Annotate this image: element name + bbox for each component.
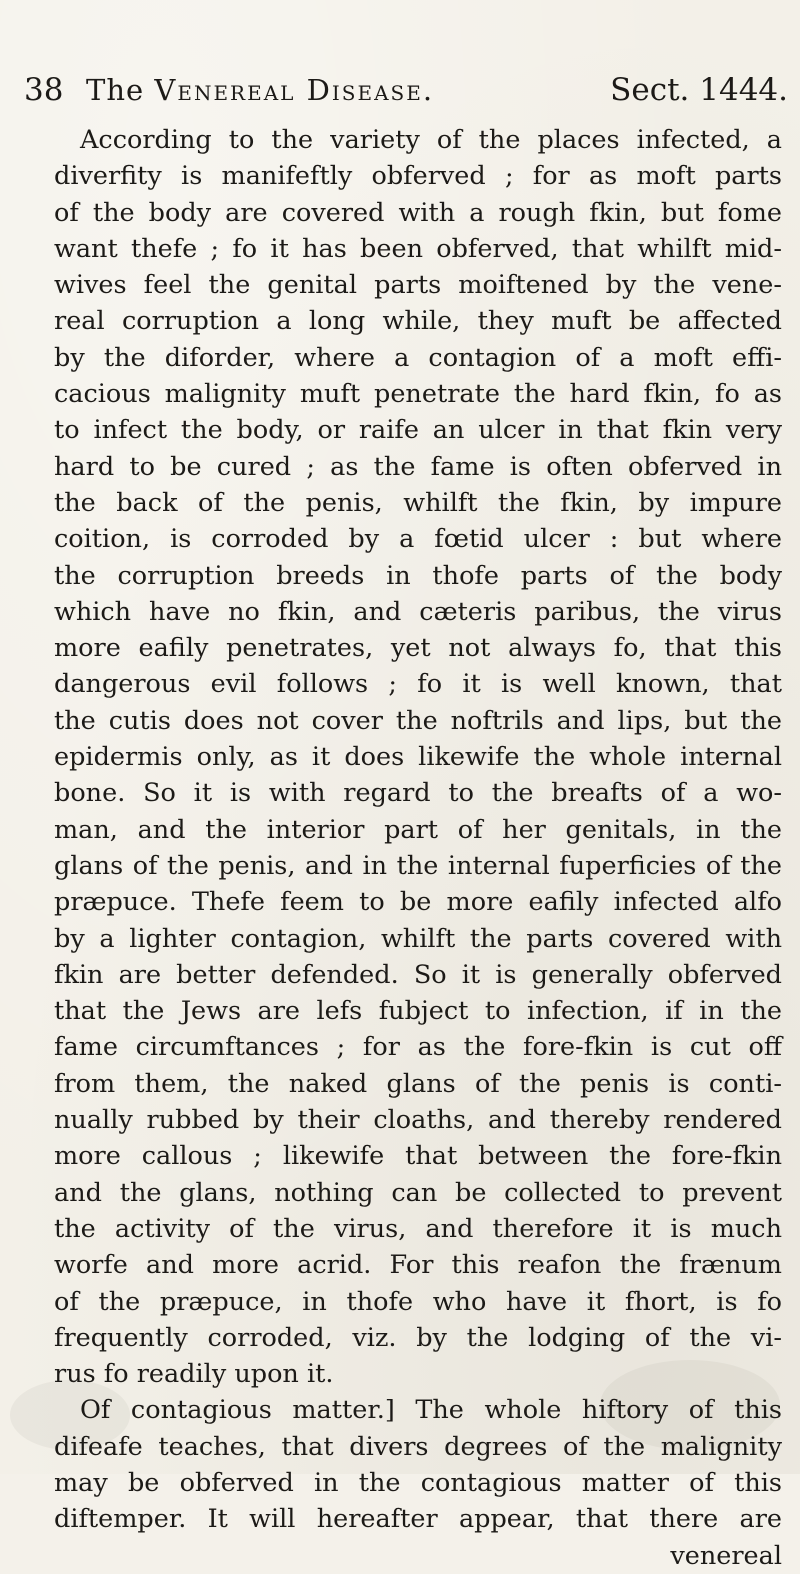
running-title-prefix: The	[86, 73, 155, 107]
text-line: cacious malignity muft penetrate the hard fkin, fo as	[54, 379, 782, 410]
text-line: glans of the penis, and in the internal fuperficies of the	[54, 850, 782, 881]
text-line: difeafe teaches, that divers degrees of the malignity	[54, 1431, 782, 1462]
text-line: According to the variety of the places infected, a	[80, 125, 782, 155]
text-line: worfe and more acrid. For this reafon the frænum	[54, 1250, 782, 1281]
text-line: præpuce. Thefe feem to be more eafily infected alfo	[54, 887, 782, 918]
text-line: may be obferved in the contagious matter of this	[54, 1467, 782, 1498]
text-line: by a lighter contagion, whilft the parts covered with	[54, 923, 782, 954]
text-line: from them, the naked glans of the penis is conti-	[54, 1068, 782, 1099]
page-number: 38	[24, 72, 64, 108]
text-line: real corruption a long while, they muft be affected	[54, 306, 782, 337]
text-line: man, and the interior part of her genitals, in the	[54, 814, 782, 845]
section-number: Sect. 1444.	[610, 72, 788, 108]
text-line: rus fo readily upon it.	[54, 1359, 334, 1390]
text-line: by the diforder, where a contagion of a moft effi-	[54, 342, 782, 373]
text-line: the back of the penis, whilft the fkin, by impure	[54, 487, 782, 518]
body-text	[54, 122, 782, 1574]
text-line: hard to be cured ; as the fame is often obferved in	[54, 451, 782, 482]
text-line: diverfity is manifeftly obferved ; for as moft parts	[54, 161, 782, 192]
text-line: fame circumftances ; for as the fore-fkin is cut off	[54, 1032, 782, 1063]
text-line: venereal	[670, 1540, 782, 1571]
text-line: Of contagious matter.] The whole hiftory of this	[80, 1395, 782, 1426]
text-line: more eafily penetrates, yet not always fo, that this	[54, 633, 782, 664]
text-line: the activity of the virus, and therefore it is much	[54, 1213, 782, 1244]
text-line: the corruption breeds in thofe parts of the body	[54, 560, 782, 591]
text-line: bone. So it is with regard to the breafts of a wo-	[54, 778, 782, 809]
text-line: epidermis only, as it does likewife the whole internal	[54, 742, 782, 773]
text-line: to infect the body, or raife an ulcer in that fkin very	[54, 415, 782, 446]
text-line: frequently corroded, viz. by the lodging of the vi-	[54, 1322, 782, 1353]
text-line: wives feel the genital parts moiftened by the vene-	[54, 270, 782, 301]
running-title-main: Venereal Disease.	[154, 73, 435, 107]
text-line: the cutis does not cover the noftrils and lips, but the	[54, 705, 782, 736]
text-line: diftemper. It will hereafter appear, that there are	[54, 1504, 782, 1535]
text-line: dangerous evil follows ; fo it is well known, that	[54, 669, 782, 700]
text-line: nually rubbed by their cloaths, and thereby rendered	[54, 1105, 782, 1136]
text-line: more callous ; likewife that between the fore-fkin	[54, 1141, 782, 1172]
text-line: of the præpuce, in thofe who have it fhort, is fo	[54, 1286, 782, 1317]
text-line: coition, is corroded by a fœtid ulcer : but where	[54, 524, 782, 555]
running-header	[24, 68, 788, 112]
text-line: of the body are covered with a rough fkin, but fome	[54, 197, 782, 228]
running-title	[86, 68, 434, 112]
text-line: which have no fkin, and cæteris paribus, the virus	[54, 596, 782, 627]
text-line: that the Jews are lefs fubject to infection, if in the	[54, 996, 782, 1027]
text-line: fkin are better defended. So it is generally obferved	[54, 959, 782, 990]
text-line: want thefe ; fo it has been obferved, that whilft mid-	[54, 233, 782, 264]
text-line: and the glans, nothing can be collected to prevent	[54, 1177, 782, 1208]
